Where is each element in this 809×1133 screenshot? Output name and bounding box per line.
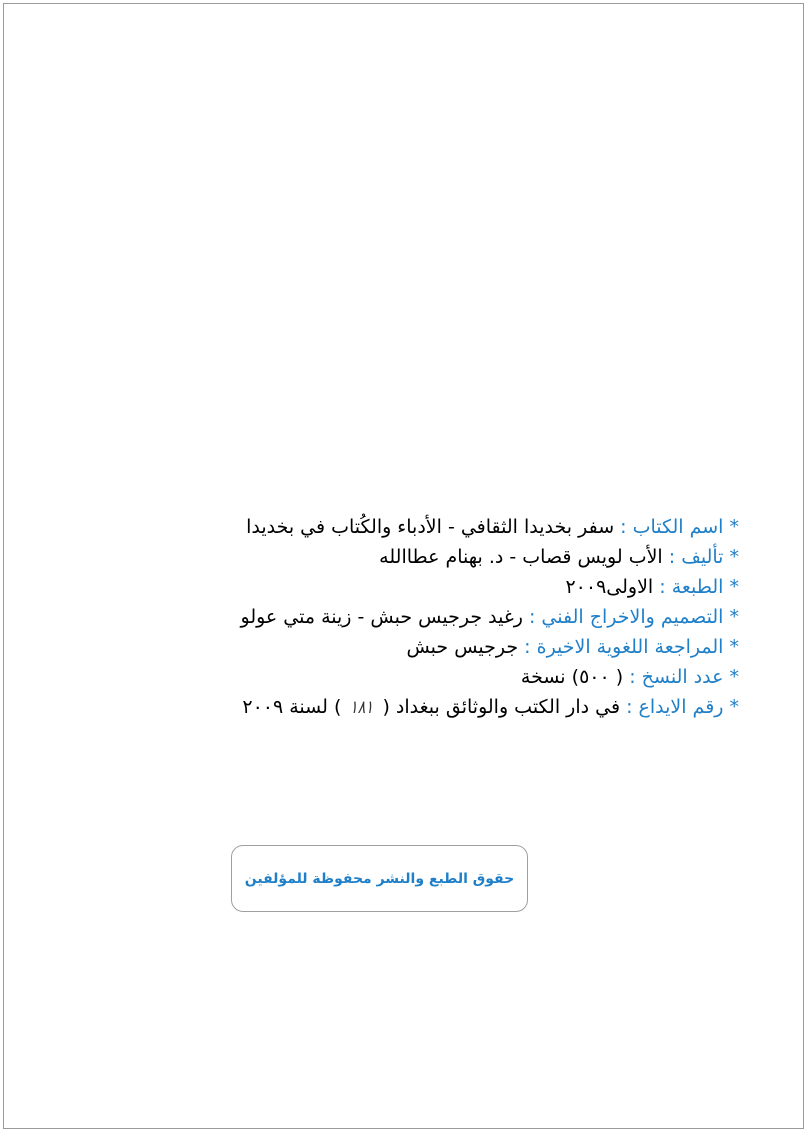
colophon-block xyxy=(99,512,739,723)
deposit-value-before: في دار الكتب والوثائق ببغداد ( xyxy=(376,696,627,718)
author-value: الأب لويس قصاب - د. بهنام عطاالله xyxy=(379,546,669,568)
book-name-label: * اسم الكتاب : xyxy=(620,516,739,538)
deposit-value-after: ) لسنة ٢٠٠٩ xyxy=(242,696,348,718)
design-line xyxy=(99,602,739,632)
design-label: * التصميم والاخراج الفني : xyxy=(528,606,739,628)
author-line xyxy=(99,542,739,572)
review-value: جرجيس حبش xyxy=(406,636,525,658)
copies-label: * عدد النسخ : xyxy=(629,666,739,688)
design-value: رغيد جرجيس حبش - زينة متي عولو xyxy=(240,606,529,628)
copies-line xyxy=(99,662,739,692)
edition-line xyxy=(99,572,739,602)
book-name-value: سفر بخديدا الثقافي - الأدباء والكُتاب في بخديدا xyxy=(246,516,621,538)
copies-value: ( ٥٠٠) نسخة xyxy=(520,666,630,688)
review-line xyxy=(99,632,739,662)
author-label: * تأليف : xyxy=(668,546,739,568)
copyright-box xyxy=(231,845,528,912)
deposit-label: * رقم الايداع : xyxy=(626,696,739,718)
edition-label: * الطبعة : xyxy=(659,576,739,598)
edition-value: الاولى٢٠٠٩ xyxy=(565,576,660,598)
deposit-line xyxy=(99,692,739,723)
review-label: * المراجعة اللغوية الاخيرة : xyxy=(524,636,739,658)
book-name-line xyxy=(99,512,739,542)
handwritten-deposit-number: ١٨١ xyxy=(350,697,374,718)
copyright-text: حقوق الطبع والنشر محفوظة للمؤلفين xyxy=(244,870,515,887)
